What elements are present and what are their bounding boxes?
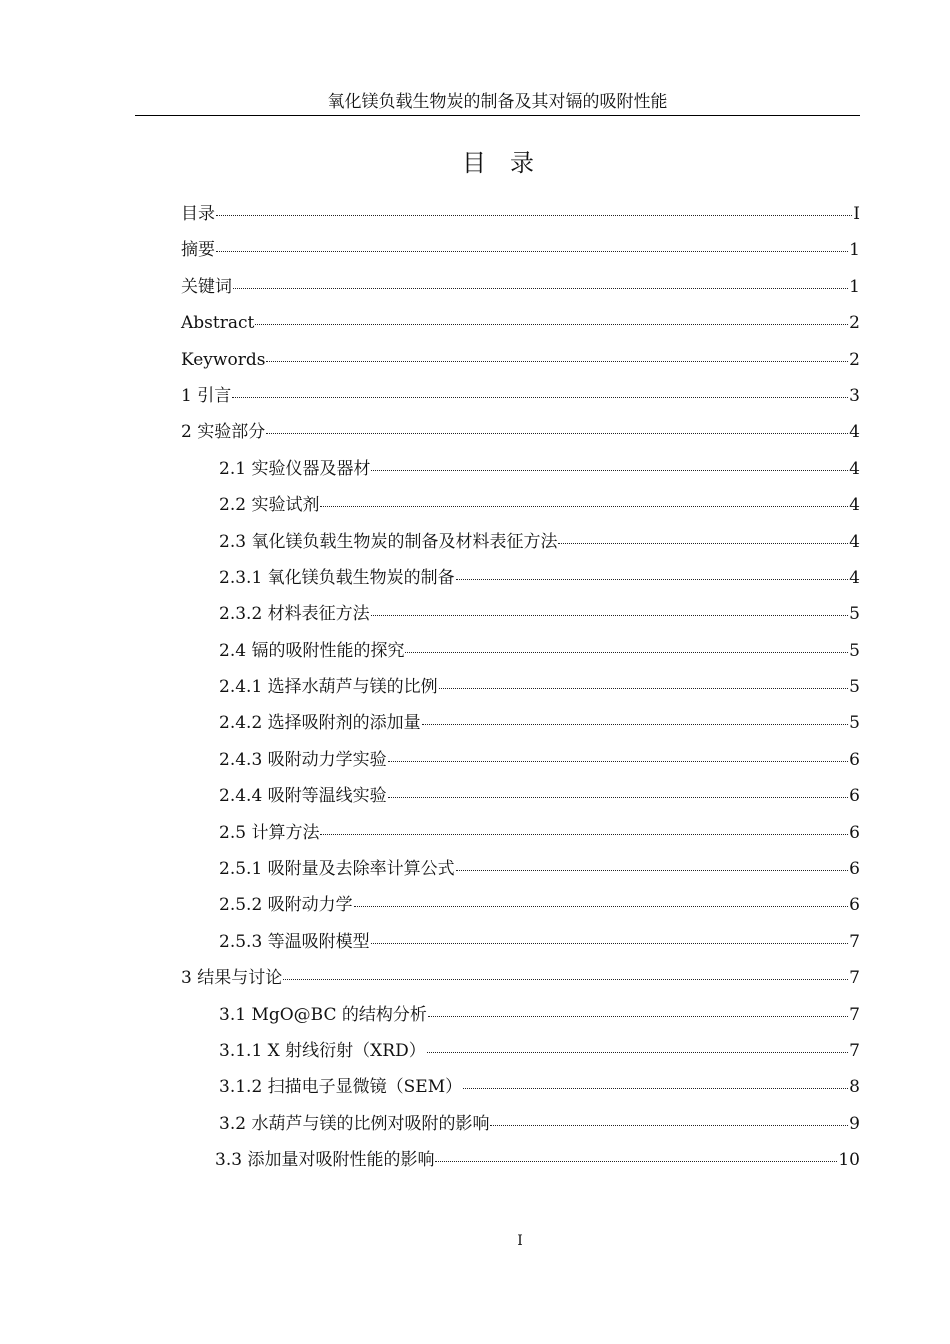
toc-leader-dots (456, 579, 849, 580)
toc-entry-label: 3.1.1 X 射线衍射（XRD） (219, 1040, 426, 1061)
toc-entry-label: 2.5.1 吸附量及去除率计算公式 (219, 859, 455, 880)
toc-entry[interactable] (181, 236, 860, 272)
toc-entry[interactable] (181, 273, 860, 309)
page-number: I (517, 1233, 523, 1249)
toc-entry-label: 2.4.2 选择吸附剂的添加量 (219, 713, 421, 734)
toc-entry-label: 1 引言 (181, 385, 232, 406)
toc-entry-page: 10 (838, 1150, 860, 1171)
toc-leader-dots (388, 761, 849, 762)
toc-entry-page: 5 (849, 604, 860, 625)
toc-entry-page: 6 (849, 749, 860, 770)
toc-entry-label: 3.3 添加量对吸附性能的影响 (215, 1150, 435, 1171)
toc-entry[interactable] (219, 564, 860, 600)
toc-entry-page: 2 (849, 349, 860, 370)
toc-entry-page: 6 (849, 822, 860, 843)
toc-leader-dots (371, 943, 849, 944)
toc-leader-dots (232, 397, 848, 398)
toc-entry-label: 2.4.4 吸附等温线实验 (219, 786, 387, 807)
toc-entry[interactable] (181, 418, 860, 454)
toc-entry-label: 3.2 水葫芦与镁的比例对吸附的影响 (219, 1113, 490, 1134)
toc-entry-page: 5 (849, 640, 860, 661)
toc-leader-dots (435, 1161, 837, 1162)
toc-entry-page: 2 (849, 313, 860, 334)
toc-entry[interactable] (219, 637, 860, 673)
toc-leader-dots (456, 870, 849, 871)
toc-leader-dots (427, 1052, 848, 1053)
toc-entry-page: 6 (849, 859, 860, 880)
toc-entry-page: 6 (849, 895, 860, 916)
toc-leader-dots (216, 215, 852, 216)
toc-entry-label: 2.1 实验仪器及器材 (219, 458, 371, 479)
toc-entry[interactable] (219, 782, 860, 818)
toc-entry[interactable] (219, 1110, 860, 1146)
toc-leader-dots (266, 433, 848, 434)
toc-entry-label: 目录 (181, 204, 215, 224)
toc-leader-dots (558, 543, 848, 544)
toc-entry-label: Abstract (181, 313, 255, 334)
running-header: 氧化镁负载生物炭的制备及其对镉的吸附性能 (327, 92, 668, 112)
toc-entry[interactable] (181, 964, 860, 1000)
toc-leader-dots (320, 506, 848, 507)
toc-entry-label: 2.4.1 选择水葫芦与镁的比例 (219, 677, 438, 698)
toc-entry[interactable] (219, 600, 860, 636)
toc-entry-page: 9 (849, 1113, 860, 1134)
toc-leader-dots (388, 797, 849, 798)
toc-entry[interactable] (219, 891, 860, 927)
toc-title: 目录 (462, 149, 558, 177)
toc-leader-dots (463, 1088, 848, 1089)
toc-leader-dots (371, 615, 849, 616)
toc-leader-dots (422, 724, 849, 725)
toc-entry-label: 2.5.2 吸附动力学 (219, 895, 353, 916)
toc-entry-page: 7 (849, 1040, 860, 1061)
toc-entry[interactable] (219, 746, 860, 782)
toc-entry-page: 1 (849, 240, 860, 261)
table-of-contents (181, 200, 860, 1183)
toc-entry-label: 2.3.1 氧化镁负载生物炭的制备 (219, 567, 455, 588)
toc-leader-dots (283, 979, 848, 980)
toc-entry-label: 2.5 计算方法 (219, 822, 320, 843)
toc-entry-label: 3.1.2 扫描电子显微镜（SEM） (219, 1077, 463, 1098)
toc-entry-label: 2 实验部分 (181, 422, 266, 443)
toc-entry[interactable] (181, 309, 860, 345)
toc-entry-page: I (853, 204, 860, 224)
toc-entry[interactable] (219, 1073, 860, 1109)
toc-entry-label: 2.3 氧化镁负载生物炭的制备及材料表征方法 (219, 531, 558, 552)
toc-entry-label: 关键词 (181, 276, 232, 297)
toc-entry[interactable] (219, 709, 860, 745)
toc-entry-label: Keywords (181, 349, 266, 370)
toc-entry[interactable] (215, 1146, 860, 1182)
toc-leader-dots (428, 1016, 848, 1017)
toc-entry[interactable] (219, 1037, 860, 1073)
toc-entry-page: 6 (849, 786, 860, 807)
toc-entry-page: 1 (849, 276, 860, 297)
toc-entry-page: 7 (849, 968, 860, 989)
toc-entry[interactable] (219, 528, 860, 564)
toc-entry-page: 7 (849, 931, 860, 952)
toc-entry-page: 4 (849, 422, 860, 443)
toc-entry[interactable] (181, 382, 860, 418)
toc-leader-dots (371, 470, 848, 471)
toc-entry-label: 3.1 MgO@BC 的结构分析 (219, 1004, 427, 1025)
toc-leader-dots (320, 834, 848, 835)
toc-entry-page: 4 (849, 567, 860, 588)
toc-entry[interactable] (181, 200, 860, 236)
toc-entry[interactable] (219, 819, 860, 855)
toc-entry[interactable] (219, 673, 860, 709)
toc-leader-dots (439, 688, 849, 689)
toc-entry-label: 2.3.2 材料表征方法 (219, 604, 370, 625)
toc-leader-dots (233, 288, 848, 289)
toc-leader-dots (354, 906, 849, 907)
toc-leader-dots (216, 251, 848, 252)
toc-entry[interactable] (219, 455, 860, 491)
toc-entry-page: 4 (849, 531, 860, 552)
toc-entry-label: 2.4.3 吸附动力学实验 (219, 749, 387, 770)
toc-entry-page: 3 (849, 385, 860, 406)
toc-entry-page: 8 (849, 1077, 860, 1098)
toc-entry-page: 5 (849, 677, 860, 698)
toc-entry-page: 7 (849, 1004, 860, 1025)
toc-entry-label: 2.4 镉的吸附性能的探究 (219, 640, 405, 661)
header-rule (135, 115, 860, 116)
toc-entry-page: 5 (849, 713, 860, 734)
toc-entry[interactable] (219, 855, 860, 891)
toc-leader-dots (405, 652, 848, 653)
toc-entry-page: 4 (849, 495, 860, 516)
toc-entry[interactable] (219, 928, 860, 964)
toc-entry[interactable] (181, 346, 860, 382)
toc-leader-dots (266, 361, 848, 362)
toc-entry[interactable] (219, 1001, 860, 1037)
toc-entry-page: 4 (849, 458, 860, 479)
toc-entry[interactable] (219, 491, 860, 527)
toc-entry-label: 2.2 实验试剂 (219, 495, 320, 516)
toc-leader-dots (490, 1125, 848, 1126)
toc-entry-label: 2.5.3 等温吸附模型 (219, 931, 370, 952)
toc-entry-label: 3 结果与讨论 (181, 968, 283, 989)
toc-entry-label: 摘要 (181, 240, 215, 261)
toc-leader-dots (255, 324, 848, 325)
